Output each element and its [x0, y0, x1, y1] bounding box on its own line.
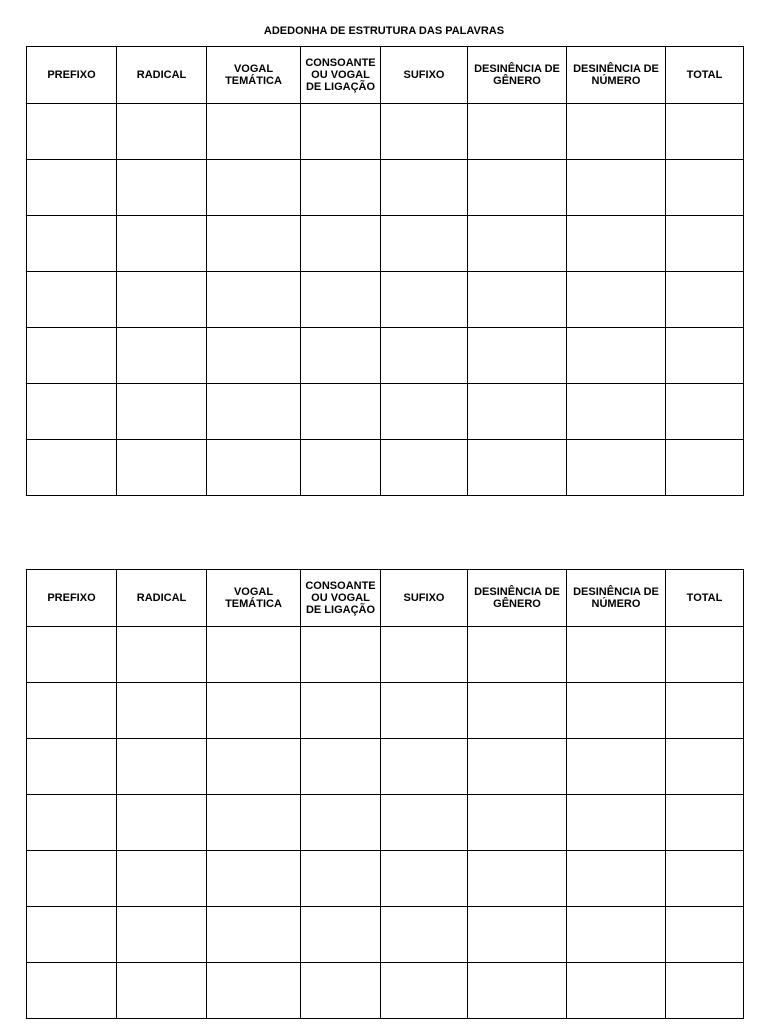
answer-cell[interactable]	[468, 739, 567, 795]
answer-cell[interactable]	[301, 440, 381, 496]
answer-cell[interactable]	[381, 963, 468, 1019]
answer-cell[interactable]	[301, 739, 381, 795]
word-structure-table-2	[26, 569, 744, 1019]
answer-cell[interactable]	[117, 328, 207, 384]
answer-cell[interactable]	[666, 104, 744, 160]
answer-cell[interactable]	[27, 683, 117, 739]
header-consoante-vogal-ligacao: CONSOANTE OU VOGAL DE LIGAÇÃO	[301, 570, 381, 627]
answer-cell[interactable]	[207, 216, 301, 272]
answer-cell[interactable]	[301, 272, 381, 328]
answer-cell[interactable]	[207, 160, 301, 216]
answer-cell[interactable]	[468, 795, 567, 851]
answer-cell[interactable]	[567, 160, 666, 216]
answer-cell[interactable]	[381, 104, 468, 160]
answer-cell[interactable]	[117, 739, 207, 795]
answer-cell[interactable]	[301, 104, 381, 160]
header-radical: RADICAL	[117, 570, 207, 627]
table-row	[27, 907, 744, 963]
answer-cell[interactable]	[117, 795, 207, 851]
answer-cell[interactable]	[567, 328, 666, 384]
answer-cell[interactable]	[381, 216, 468, 272]
answer-cell[interactable]	[117, 104, 207, 160]
answer-cell[interactable]	[666, 272, 744, 328]
answer-cell[interactable]	[207, 795, 301, 851]
answer-cell[interactable]	[567, 104, 666, 160]
table-row	[27, 328, 744, 384]
table-row	[27, 272, 744, 328]
answer-cell[interactable]	[207, 907, 301, 963]
answer-cell[interactable]	[468, 851, 567, 907]
answer-cell[interactable]	[27, 328, 117, 384]
answer-cell[interactable]	[207, 328, 301, 384]
answer-cell[interactable]	[207, 739, 301, 795]
table-row	[27, 384, 744, 440]
answer-cell[interactable]	[666, 216, 744, 272]
answer-cell[interactable]	[468, 963, 567, 1019]
answer-cell[interactable]	[381, 627, 468, 683]
answer-cell[interactable]	[666, 739, 744, 795]
answer-cell[interactable]	[567, 739, 666, 795]
answer-cell[interactable]	[207, 683, 301, 739]
answer-cell[interactable]	[468, 627, 567, 683]
header-desinencia-numero: DESINÊNCIA DE NÚMERO	[567, 47, 666, 104]
answer-cell[interactable]	[381, 851, 468, 907]
table-row	[27, 627, 744, 683]
answer-cell[interactable]	[381, 160, 468, 216]
answer-cell[interactable]	[207, 104, 301, 160]
table-row	[27, 216, 744, 272]
answer-cell[interactable]	[666, 328, 744, 384]
header-total: TOTAL	[666, 47, 744, 104]
answer-cell[interactable]	[666, 627, 744, 683]
answer-cell[interactable]	[567, 627, 666, 683]
header-sufixo: SUFIXO	[381, 47, 468, 104]
header-desinencia-genero: DESINÊNCIA DE GÊNERO	[468, 47, 567, 104]
answer-cell[interactable]	[666, 795, 744, 851]
answer-cell[interactable]	[468, 384, 567, 440]
header-vogal-tematica: VOGAL TEMÁTICA	[207, 570, 301, 627]
header-total: TOTAL	[666, 570, 744, 627]
answer-cell[interactable]	[117, 216, 207, 272]
answer-cell[interactable]	[27, 627, 117, 683]
answer-cell[interactable]	[117, 627, 207, 683]
answer-cell[interactable]	[301, 683, 381, 739]
answer-cell[interactable]	[27, 795, 117, 851]
table-row	[27, 795, 744, 851]
table-row	[27, 739, 744, 795]
table-row	[27, 963, 744, 1019]
header-row	[27, 570, 744, 627]
answer-cell[interactable]	[567, 907, 666, 963]
header-radical: RADICAL	[117, 47, 207, 104]
table-row	[27, 104, 744, 160]
header-vogal-tematica: VOGAL TEMÁTICA	[207, 47, 301, 104]
answer-cell[interactable]	[666, 440, 744, 496]
answer-cell[interactable]	[567, 440, 666, 496]
answer-cell[interactable]	[567, 384, 666, 440]
answer-cell[interactable]	[27, 160, 117, 216]
answer-cell[interactable]	[468, 328, 567, 384]
answer-cell[interactable]	[301, 328, 381, 384]
answer-cell[interactable]	[207, 384, 301, 440]
answer-cell[interactable]	[666, 963, 744, 1019]
answer-cell[interactable]	[27, 216, 117, 272]
answer-cell[interactable]	[301, 963, 381, 1019]
answer-cell[interactable]	[207, 963, 301, 1019]
answer-cell[interactable]	[207, 272, 301, 328]
answer-cell[interactable]	[468, 907, 567, 963]
table-row	[27, 440, 744, 496]
answer-cell[interactable]	[567, 795, 666, 851]
answer-cell[interactable]	[381, 384, 468, 440]
header-prefixo: PREFIXO	[27, 570, 117, 627]
table-row	[27, 683, 744, 739]
answer-cell[interactable]	[468, 440, 567, 496]
answer-cell[interactable]	[381, 795, 468, 851]
answer-cell[interactable]	[27, 739, 117, 795]
answer-cell[interactable]	[27, 440, 117, 496]
header-desinencia-numero: DESINÊNCIA DE NÚMERO	[567, 570, 666, 627]
answer-cell[interactable]	[381, 328, 468, 384]
answer-cell[interactable]	[381, 683, 468, 739]
answer-cell[interactable]	[117, 683, 207, 739]
header-row	[27, 47, 744, 104]
answer-cell[interactable]	[301, 851, 381, 907]
header-desinencia-genero: DESINÊNCIA DE GÊNERO	[468, 570, 567, 627]
answer-cell[interactable]	[207, 851, 301, 907]
answer-cell[interactable]	[301, 216, 381, 272]
answer-cell[interactable]	[468, 216, 567, 272]
answer-cell[interactable]	[301, 384, 381, 440]
answer-cell[interactable]	[27, 104, 117, 160]
header-consoante-vogal-ligacao: CONSOANTE OU VOGAL DE LIGAÇÃO	[301, 47, 381, 104]
answer-cell[interactable]	[468, 104, 567, 160]
answer-cell[interactable]	[207, 440, 301, 496]
answer-cell[interactable]	[301, 160, 381, 216]
answer-cell[interactable]	[468, 160, 567, 216]
answer-cell[interactable]	[117, 851, 207, 907]
answer-cell[interactable]	[381, 739, 468, 795]
table-row	[27, 160, 744, 216]
table-row	[27, 851, 744, 907]
answer-cell[interactable]	[117, 907, 207, 963]
answer-cell[interactable]	[567, 963, 666, 1019]
answer-cell[interactable]	[567, 272, 666, 328]
answer-cell[interactable]	[117, 440, 207, 496]
answer-cell[interactable]	[666, 907, 744, 963]
answer-cell[interactable]	[381, 440, 468, 496]
answer-cell[interactable]	[27, 272, 117, 328]
header-prefixo: PREFIXO	[27, 47, 117, 104]
answer-cell[interactable]	[27, 963, 117, 1019]
answer-cell[interactable]	[666, 683, 744, 739]
document-title: ADEDONHA DE ESTRUTURA DAS PALAVRAS	[263, 25, 505, 37]
answer-cell[interactable]	[301, 627, 381, 683]
answer-cell[interactable]	[27, 384, 117, 440]
word-structure-table-1	[26, 46, 744, 496]
answer-cell[interactable]	[666, 384, 744, 440]
header-sufixo: SUFIXO	[381, 570, 468, 627]
answer-cell[interactable]	[207, 627, 301, 683]
answer-cell[interactable]	[117, 160, 207, 216]
answer-cell[interactable]	[567, 851, 666, 907]
answer-cell[interactable]	[381, 907, 468, 963]
answer-cell[interactable]	[468, 683, 567, 739]
answer-cell[interactable]	[666, 851, 744, 907]
answer-cell[interactable]	[301, 907, 381, 963]
answer-cell[interactable]	[27, 851, 117, 907]
answer-cell[interactable]	[468, 272, 567, 328]
answer-cell[interactable]	[27, 907, 117, 963]
answer-cell[interactable]	[117, 963, 207, 1019]
answer-cell[interactable]	[117, 384, 207, 440]
answer-cell[interactable]	[567, 683, 666, 739]
answer-cell[interactable]	[301, 795, 381, 851]
answer-cell[interactable]	[381, 272, 468, 328]
answer-cell[interactable]	[117, 272, 207, 328]
answer-cell[interactable]	[567, 216, 666, 272]
answer-cell[interactable]	[666, 160, 744, 216]
